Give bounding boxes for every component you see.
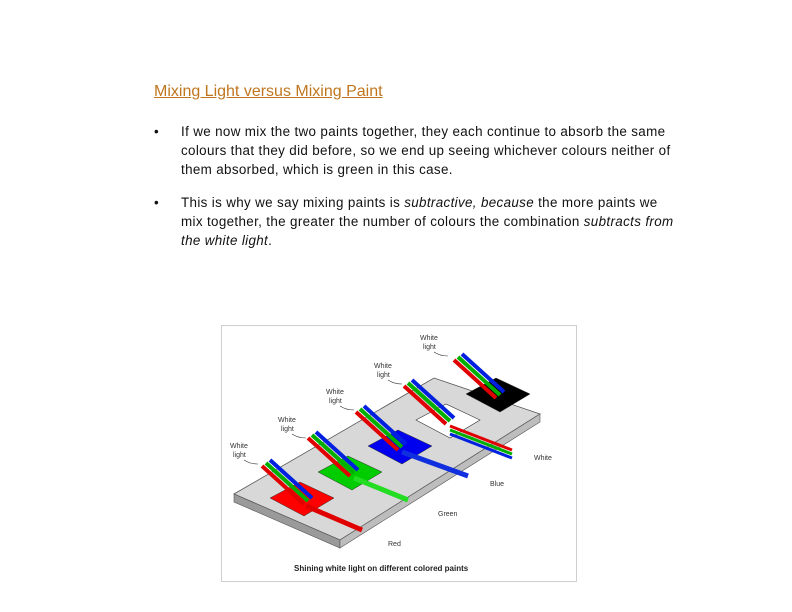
svg-text:White: White <box>278 417 296 424</box>
bullet-text: the more paints we mix together, the greater the number of colours the combination <box>181 195 658 229</box>
bullet-emphasis: subtracts from the white light <box>181 214 674 248</box>
svg-text:White: White <box>374 363 392 370</box>
label-white-light <box>278 417 306 438</box>
bullet-text: If we now mix the two paints together, they each continue to absorb the same colours that they did before, so we end up seeing whichever colours neither of them absorbed, which is green in this case. <box>181 124 671 177</box>
bullet-text: . <box>268 233 273 248</box>
label-white-light <box>326 389 354 410</box>
slide-title: Mixing Light versus Mixing Paint <box>154 83 383 100</box>
label-reflected-blue: Blue <box>490 481 505 488</box>
label-white-light <box>374 363 402 384</box>
svg-text:light: light <box>281 426 294 433</box>
bullet-marker: • <box>154 195 160 210</box>
svg-text:light: light <box>233 452 246 459</box>
label-reflected-white: White <box>534 455 552 462</box>
bullet-emphasis: subtractive, because <box>404 195 535 210</box>
svg-text:White: White <box>326 389 344 396</box>
label-white-light <box>230 443 258 464</box>
paint-light-figure <box>221 325 577 582</box>
label-white-light <box>420 335 448 356</box>
svg-text:light: light <box>423 344 436 351</box>
bullet-text: This is why we say mixing paints is <box>181 195 405 210</box>
figure-caption: Shining white light on different colored paints <box>294 564 469 573</box>
bullet-list <box>154 122 674 264</box>
figure-illustration <box>222 326 576 581</box>
svg-text:White: White <box>230 443 248 450</box>
svg-text:White: White <box>420 335 438 342</box>
svg-text:light: light <box>377 372 390 379</box>
label-reflected-green: Green <box>438 511 458 518</box>
bullet-marker: • <box>154 124 160 139</box>
bullet-item <box>154 122 674 179</box>
bullet-item <box>154 193 674 250</box>
svg-text:light: light <box>329 398 342 405</box>
label-reflected-red: Red <box>388 541 401 548</box>
